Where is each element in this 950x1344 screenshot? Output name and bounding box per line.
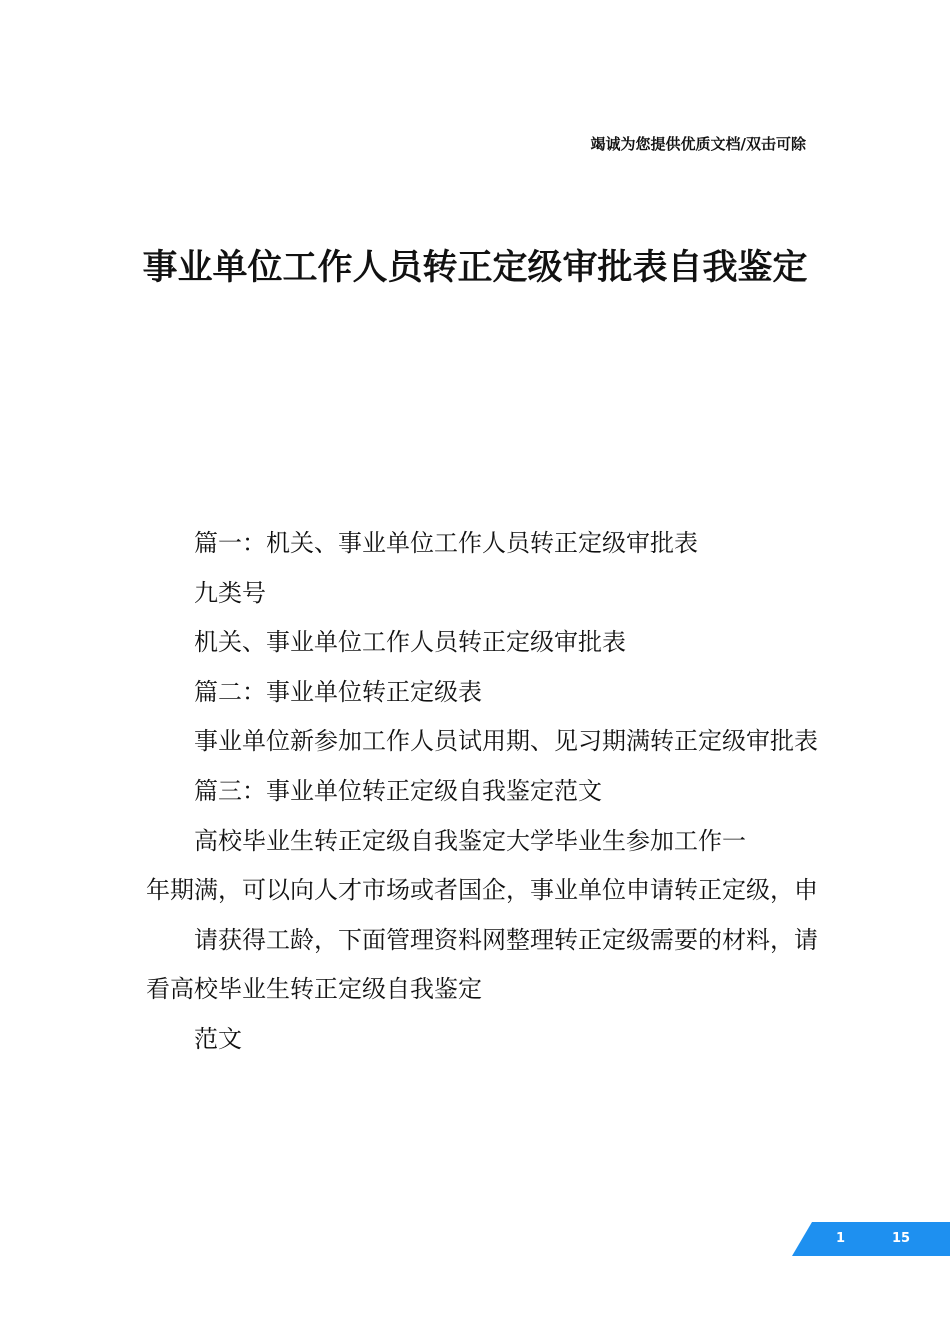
current-page-number: 1 [836, 1231, 846, 1246]
paragraph: 机关、事业单位工作人员转正定级审批表 [194, 628, 626, 657]
paragraph: 事业单位新参加工作人员试用期、见习期满转正定级审批表 [194, 727, 818, 756]
paragraph: 篇二：事业单位转正定级表 [194, 677, 482, 706]
document-body [146, 519, 828, 1065]
page-number-badge [792, 1222, 950, 1256]
paragraph: 范文 [194, 1024, 242, 1053]
page-badge-shape [792, 1222, 950, 1256]
paragraph: 篇一：机关、事业单位工作人员转正定级审批表 [194, 529, 698, 557]
paragraph: 年期满，可以向人才市场或者国企，事业单位申请转正定级，申 [146, 876, 818, 905]
header-note: 竭诚为您提供优质文档/双击可除 [590, 135, 806, 153]
paragraph: 请获得工龄，下面管理资料网整理转正定级需要的材料，请看高校毕业生转正定级自我鉴定 [146, 925, 818, 1004]
paragraph: 篇三：事业单位转正定级自我鉴定范文 [194, 776, 602, 805]
paragraph: 九类号 [194, 578, 266, 607]
document-title: 事业单位工作人员转正定级审批表自我鉴定 [142, 248, 808, 288]
paragraph: 高校毕业生转正定级自我鉴定大学毕业生参加工作一 [194, 826, 746, 855]
total-pages-number: 15 [892, 1231, 911, 1246]
